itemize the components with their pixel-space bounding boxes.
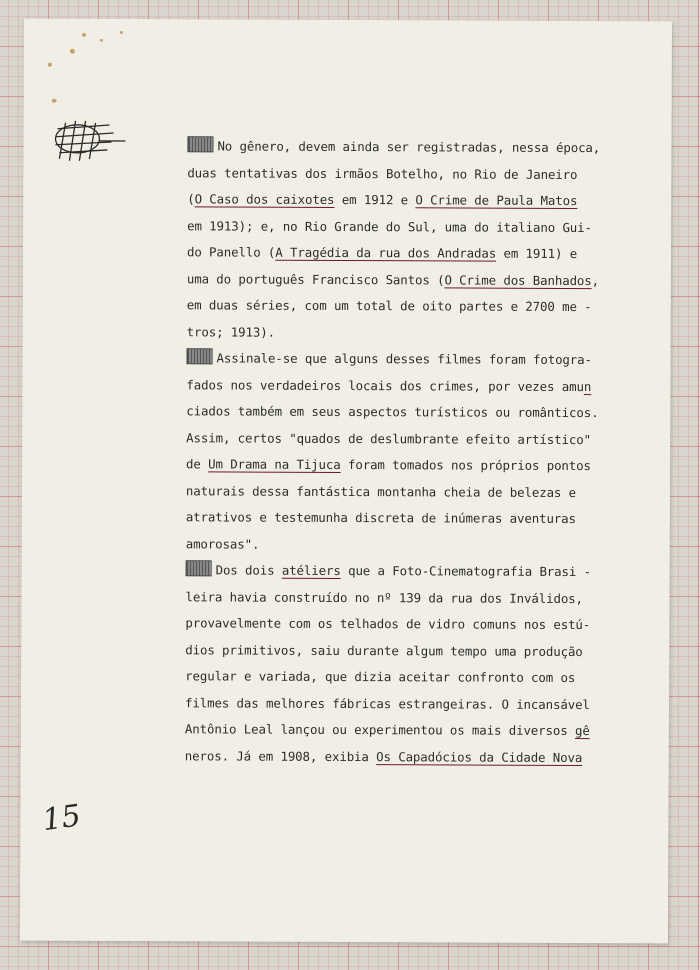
underlined-title: O Crime dos Banhados [444, 271, 592, 288]
text-line [187, 186, 649, 215]
underlined-title: atéliers [281, 562, 341, 578]
text-line [185, 584, 647, 613]
text-segment: , [591, 272, 600, 288]
text-segment: regular e variada, que dizia aceitar confronto com os [185, 668, 576, 686]
paragraph-marker-icon [187, 136, 213, 152]
rust-stain [100, 39, 103, 42]
text-segment: dios primitivos, saiu durante algum tempo uma produção [185, 641, 583, 659]
text-line [186, 451, 648, 480]
underlined-title: O Caso dos caixotes [194, 191, 335, 207]
text-segment: em 1911) e [496, 245, 578, 262]
text-segment: foram tomados nos próprios pontos [340, 456, 591, 474]
text-segment: Assinale-se que alguns desses filmes foram fotogra- [216, 350, 592, 368]
text-line [187, 319, 649, 348]
underlined-title: gê [574, 723, 590, 739]
text-segment: No gênero, devem ainda ser registradas, nessa época, [217, 138, 601, 156]
scribble-mark [47, 115, 127, 165]
text-segment: em 1912 e [334, 191, 416, 208]
rust-stain [120, 31, 123, 34]
text-line [186, 345, 648, 374]
text-line [187, 133, 649, 162]
text-line [185, 663, 647, 692]
text-line [186, 504, 648, 533]
paragraph [187, 133, 650, 347]
rust-stain [70, 49, 75, 54]
text-segment: fados nos verdadeiros locais dos crimes, por vezes amu [186, 376, 584, 394]
paragraph-marker-icon [187, 348, 213, 364]
text-line [185, 743, 647, 772]
text-line [187, 239, 649, 268]
paragraph [186, 345, 649, 559]
text-line [186, 557, 648, 586]
text-segment: duas tentativas dos irmãos Botelho, no Rio de Janeiro [187, 164, 578, 182]
text-line [187, 160, 649, 189]
text-segment: provavelmente com os telhados de vidro comuns nos estú- [185, 615, 591, 633]
text-segment: ( [187, 191, 195, 207]
text-line [185, 610, 647, 639]
text-segment: leira havia construído no nº 139 da rua dos Inválidos, [185, 588, 583, 606]
text-segment: Assim, certos "quados de deslumbrante efeito artístico" [186, 429, 592, 447]
paragraph-marker-icon [186, 560, 212, 576]
text-segment: ciados também em seus aspectos turísticos ou românticos. [186, 403, 599, 421]
underlined-title: Um Drama na Tijuca [208, 456, 341, 472]
text-line [186, 531, 648, 560]
text-segment: amorosas". [185, 535, 260, 552]
text-segment: em duas séries, com um total de oito partes e 2700 me - [186, 297, 592, 315]
underlined-title: O Crime de Paula Matos [415, 192, 578, 209]
text-line [187, 213, 649, 242]
text-segment: de [186, 456, 209, 472]
text-segment: filmes das melhores fábricas estrangeiras. O incansável [185, 694, 590, 712]
underlined-title: Os Capadócios da Cidade Nova [376, 748, 583, 765]
page-number: 15 [40, 798, 83, 839]
text-line [186, 398, 648, 427]
text-segment: naturais dessa fantástica montanha cheia de belezas e [185, 482, 577, 500]
underlined-title: n [583, 378, 592, 394]
rust-stain [52, 99, 57, 103]
text-segment: uma do português Francisco Santos ( [186, 270, 445, 287]
rust-stain [48, 63, 52, 67]
underlined-title: A Tragédia da rua dos Andradas [275, 244, 497, 261]
text-line [186, 372, 648, 401]
paragraph [185, 557, 648, 771]
document-page [20, 19, 672, 944]
text-line [185, 716, 647, 745]
text-segment: do Panello ( [186, 244, 276, 260]
text-segment: atrativos e testemunha discreta de inúmeras aventuras [185, 509, 576, 527]
text-segment: em 1913); e, no Rio Grande do Sul, uma do italiano Gui- [187, 217, 592, 235]
text-segment: que a Foto-Cinematografia Brasi - [340, 562, 592, 580]
text-line [185, 690, 647, 719]
text-segment: tros; 1913). [186, 323, 276, 340]
text-line [186, 425, 648, 454]
body-text [185, 133, 650, 771]
text-line [185, 637, 647, 666]
text-segment: neros. Já em 1908, exibia [184, 747, 377, 764]
text-segment: Dos dois [215, 562, 282, 578]
text-segment: Antônio Leal lançou ou experimentou os mais diversos [184, 721, 576, 739]
text-line [186, 478, 648, 507]
text-line [187, 266, 649, 295]
text-line [187, 292, 649, 321]
rust-stain [82, 33, 86, 37]
